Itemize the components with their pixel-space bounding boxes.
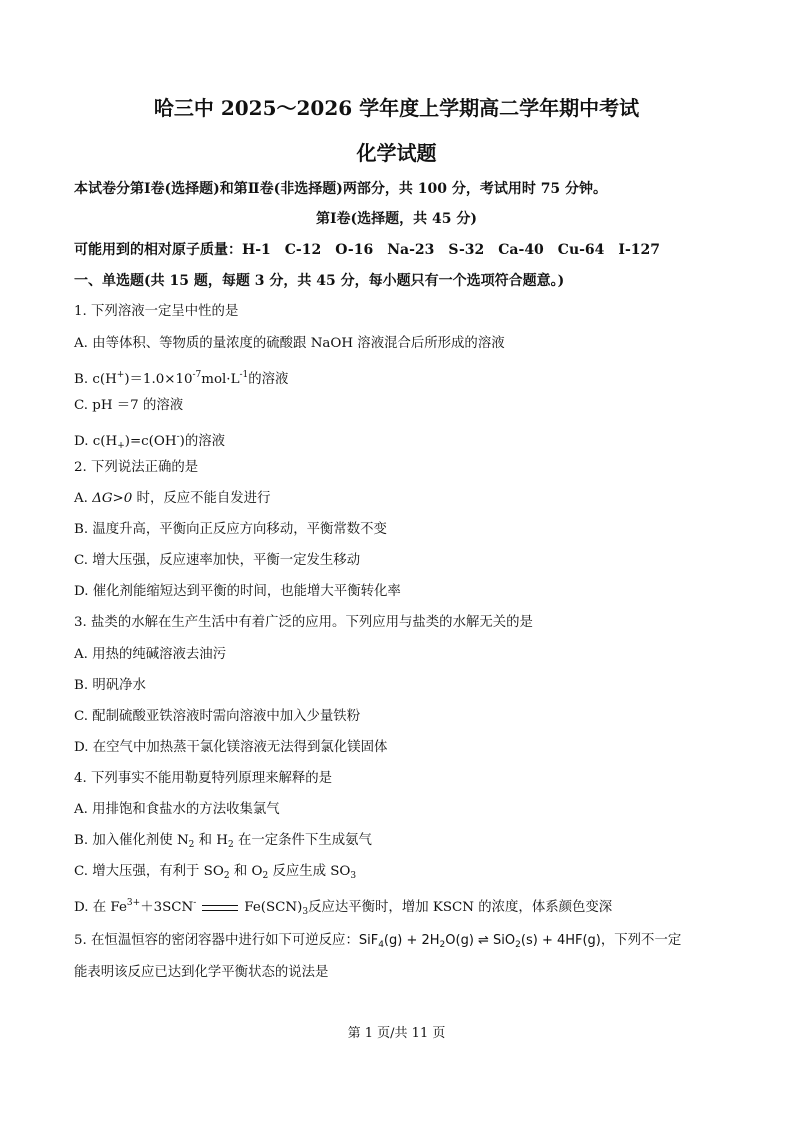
q2-stem: 2. 下列说法正确的是 xyxy=(74,460,199,475)
q3-option-d: D. 在空气中加热蒸干氯化镁溶液无法得到氯化镁固体 xyxy=(74,740,388,755)
instructions: 一、单选题(共 15 题，每题 3 分，共 45 分，每小题只有一个选项符合题意。) xyxy=(74,273,565,289)
q4-option-c: C. 增大压强，有利于 $SO_2$ 和 $O_2$ 反应生成 $SO_3$ xyxy=(74,864,357,881)
q1-option-a: A. 由等体积、等物质的量浓度的硫酸跟 NaOH 溶液混合后所形成的溶液 xyxy=(74,336,505,351)
atomic-masses: 可能用到的相对原子质量：H-1 C-12 O-16 Na-23 S-32 Ca-40 Cu-64 I-127 xyxy=(74,242,660,258)
q3-option-a: A. 用热的纯碱溶液去油污 xyxy=(74,647,227,662)
q5-stem: 5. 在恒温恒容的密闭容器中进行如下可逆反应：$SiF_4(g) + 2H_2O(g)$ ⇌ SiO$_2$(s) + 4HF(g)，下列不一定 xyxy=(74,933,682,950)
q4-stem: 4. 下列事实不能用勒夏特列原理来解释的是 xyxy=(74,771,333,786)
exam-subtitle: 化学试题 xyxy=(356,141,437,165)
intro-line: 本试卷分第Ⅰ卷(选择题)和第Ⅱ卷(非选择题)两部分，共 100 分，考试用时 75 分钟。 xyxy=(74,181,608,197)
q3-option-c: C. 配制硫酸亚铁溶液时需向溶液中加入少量铁粉 xyxy=(74,709,361,724)
q5-stem-line2: 能表明该反应已达到化学平衡状态的说法是 xyxy=(74,965,329,980)
q2-option-d: D. 催化剂能缩短达到平衡的时间，也能增大平衡转化率 xyxy=(74,584,401,599)
q1-stem: 1. 下列溶液一定呈中性的是 xyxy=(74,304,239,319)
q2-option-b: B. 温度升高，平衡向正反应方向移动，平衡常数不变 xyxy=(74,522,387,537)
q3-option-b: B. 明矾净水 xyxy=(74,678,146,693)
q2-option-a: A. ΔG>0 时，反应不能自发进行 xyxy=(74,491,271,506)
q1-option-c: C. pH ＝7 的溶液 xyxy=(74,398,184,413)
q4-option-a: A. 用排饱和食盐水的方法收集氯气 xyxy=(74,802,280,817)
q4-option-b: B. 加入催化剂使 $N_2$ 和 $H_2$ 在一定条件下生成氨气 xyxy=(74,833,372,850)
equilibrium-arrow-icon xyxy=(202,903,238,913)
q3-stem: 3. 盐类的水解在生产生活中有着广泛的应用。下列应用与盐类的水解无关的是 xyxy=(74,615,533,630)
section-title: 第Ⅰ卷(选择题，共 45 分) xyxy=(315,211,478,227)
q5-equation: $SiF_4(g) + 2H_2O(g)$ ⇌ SiO$_2$(s) + 4HF(g) xyxy=(358,933,601,950)
q4-option-d: D. 在 $Fe^{3+}+3SCN^-$ $Fe(SCN)_3$反应达平衡时，增加 KSCN 的浓度，体系颜色变深 xyxy=(74,898,613,917)
q1-option-d: D. $c(H_+)=c(OH^-)$的溶液 xyxy=(74,432,226,451)
page-footer: 第 1 页/共 11 页 xyxy=(347,1026,446,1041)
exam-title: 哈三中 2025～2026 学年度上学期高二学年期中考试 xyxy=(153,96,640,120)
q1-option-b: B. $c(H^+)=1.0\times 10^{-7}mol\cdot L^{-1}$的溶液 xyxy=(74,370,289,387)
q2-option-c: C. 增大压强，反应速率加快，平衡一定发生移动 xyxy=(74,553,361,568)
